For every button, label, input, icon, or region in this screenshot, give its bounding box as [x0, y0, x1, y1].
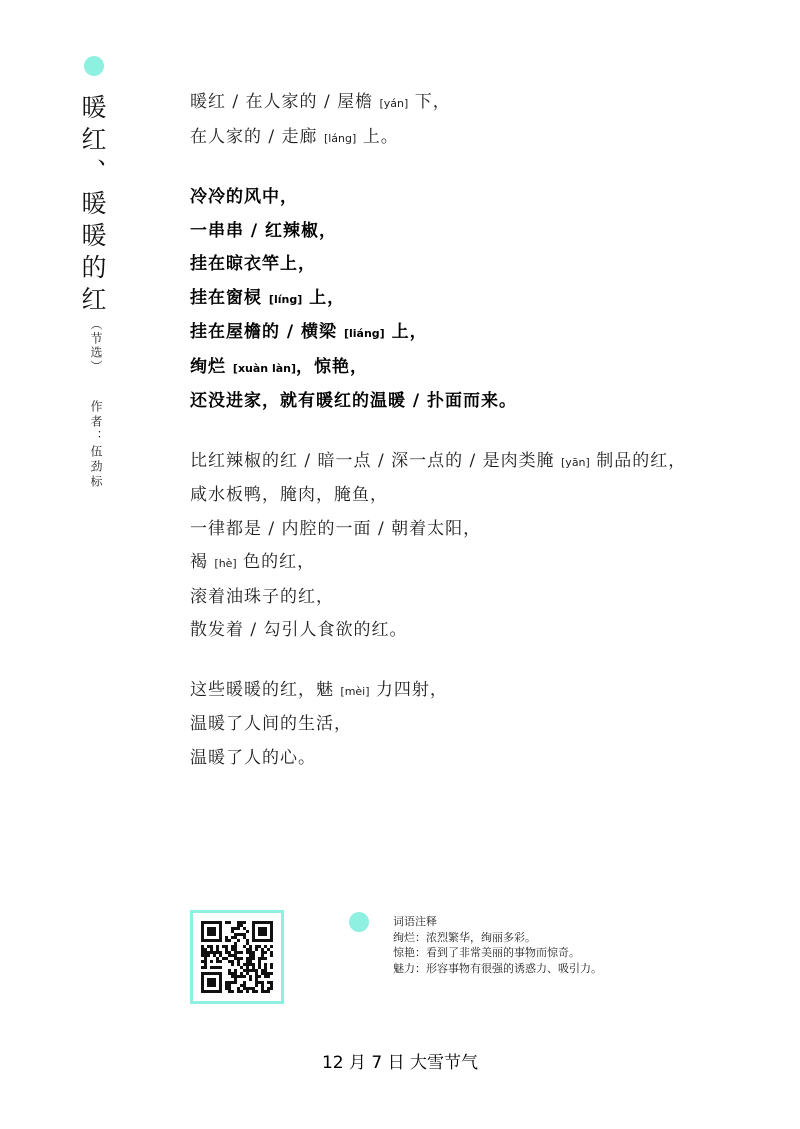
word-notes	[393, 914, 693, 976]
poem-line	[190, 282, 780, 317]
poem-line	[190, 248, 780, 282]
poem-line	[190, 445, 780, 480]
poem-line	[190, 742, 780, 776]
poem-line	[190, 546, 780, 581]
line-text: 一律都是 / 内腔的一面 / 朝着太阳，	[190, 518, 482, 539]
line-text: 在人家的 / 走廊	[190, 126, 324, 147]
line-text: 暖红 / 在人家的 / 屋檐	[190, 92, 380, 112]
notes-heading: 词语注释	[393, 915, 437, 928]
qr-code-icon	[201, 921, 273, 993]
line-text: 冷冷的风中，	[190, 187, 298, 207]
line-text: 挂在屋檐的 / 横梁	[190, 322, 344, 342]
line-text: 下，	[408, 92, 451, 112]
stanza	[190, 181, 780, 419]
poem-line	[190, 181, 780, 215]
date-footer: 12 月 7 日 大雪节气	[321, 1053, 479, 1073]
line-text: 力四射，	[369, 679, 448, 700]
poem-line	[190, 121, 780, 156]
line-text: 比红辣椒的红 / 暗一点 / 深一点的 / 是肉类腌	[190, 450, 562, 471]
poem-line	[190, 674, 780, 709]
poem-line	[190, 385, 780, 419]
pinyin-annotation: [láng]	[323, 131, 357, 145]
line-text: 温暖了人的心。	[190, 747, 316, 768]
stanza	[190, 445, 780, 648]
line-text: 褐	[190, 552, 215, 572]
pinyin-annotation: [liáng]	[343, 327, 385, 340]
line-text: 上，	[302, 287, 346, 308]
line-text: ，惊艳，	[296, 356, 369, 377]
line-text: 咸水板鸭，腌肉，腌鱼，	[190, 485, 388, 505]
line-text: 滚着油珠子的红，	[190, 586, 334, 607]
line-text: 上。	[356, 126, 399, 147]
line-text: 上，	[384, 322, 428, 342]
poem-line	[190, 86, 780, 121]
poem-line	[190, 581, 780, 615]
poem-subtitle: （节选）	[89, 318, 103, 374]
note-item: 绚烂：浓烈繁华，绚丽多彩。	[393, 930, 536, 944]
poem-title: 暖红、暖暖的红	[78, 94, 107, 318]
pinyin-annotation: [yān]	[561, 455, 590, 469]
notes-dot	[349, 912, 369, 932]
line-text: 一串串 / 红辣椒，	[190, 220, 338, 241]
qr-code[interactable]	[190, 910, 284, 1004]
line-text: 绚烂	[190, 356, 233, 377]
pinyin-annotation: [yán]	[379, 97, 409, 110]
poem-line	[190, 513, 780, 547]
note-item: 惊艳：看到了非常美丽的事物而惊奇。	[393, 946, 580, 959]
note-item: 魅力：形容事物有很强的诱惑力、吸引力。	[393, 961, 602, 975]
line-text: 温暖了人间的生活，	[190, 714, 352, 734]
pinyin-annotation: [xuàn làn]	[232, 361, 297, 375]
pinyin-annotation: [líng]	[268, 292, 303, 306]
poem-line	[190, 351, 780, 386]
line-text: 色的红，	[236, 552, 316, 572]
poem-author: 作者：伍劲标	[89, 400, 103, 490]
line-text: 这些暖暖的红，魅	[190, 679, 341, 700]
line-text: 挂在晾衣竿上，	[190, 254, 316, 274]
line-text: 制品的红，	[589, 450, 687, 471]
poem-body	[190, 86, 780, 801]
stanza	[190, 674, 780, 776]
line-text: 挂在窗棂	[190, 287, 269, 308]
poem-line	[190, 316, 780, 351]
pinyin-annotation: [mèi]	[340, 684, 370, 698]
line-text: 散发着 / 勾引人食欲的红。	[190, 620, 408, 640]
stanza	[190, 86, 780, 155]
poem-line	[190, 479, 780, 513]
poem-line	[190, 215, 780, 249]
poem-line	[190, 708, 780, 742]
line-text: 还没进家，就有暖红的温暖 / 扑面而来。	[190, 391, 518, 411]
pinyin-annotation: [hè]	[214, 557, 237, 570]
decorative-dot	[84, 56, 104, 76]
poem-line	[190, 614, 780, 648]
